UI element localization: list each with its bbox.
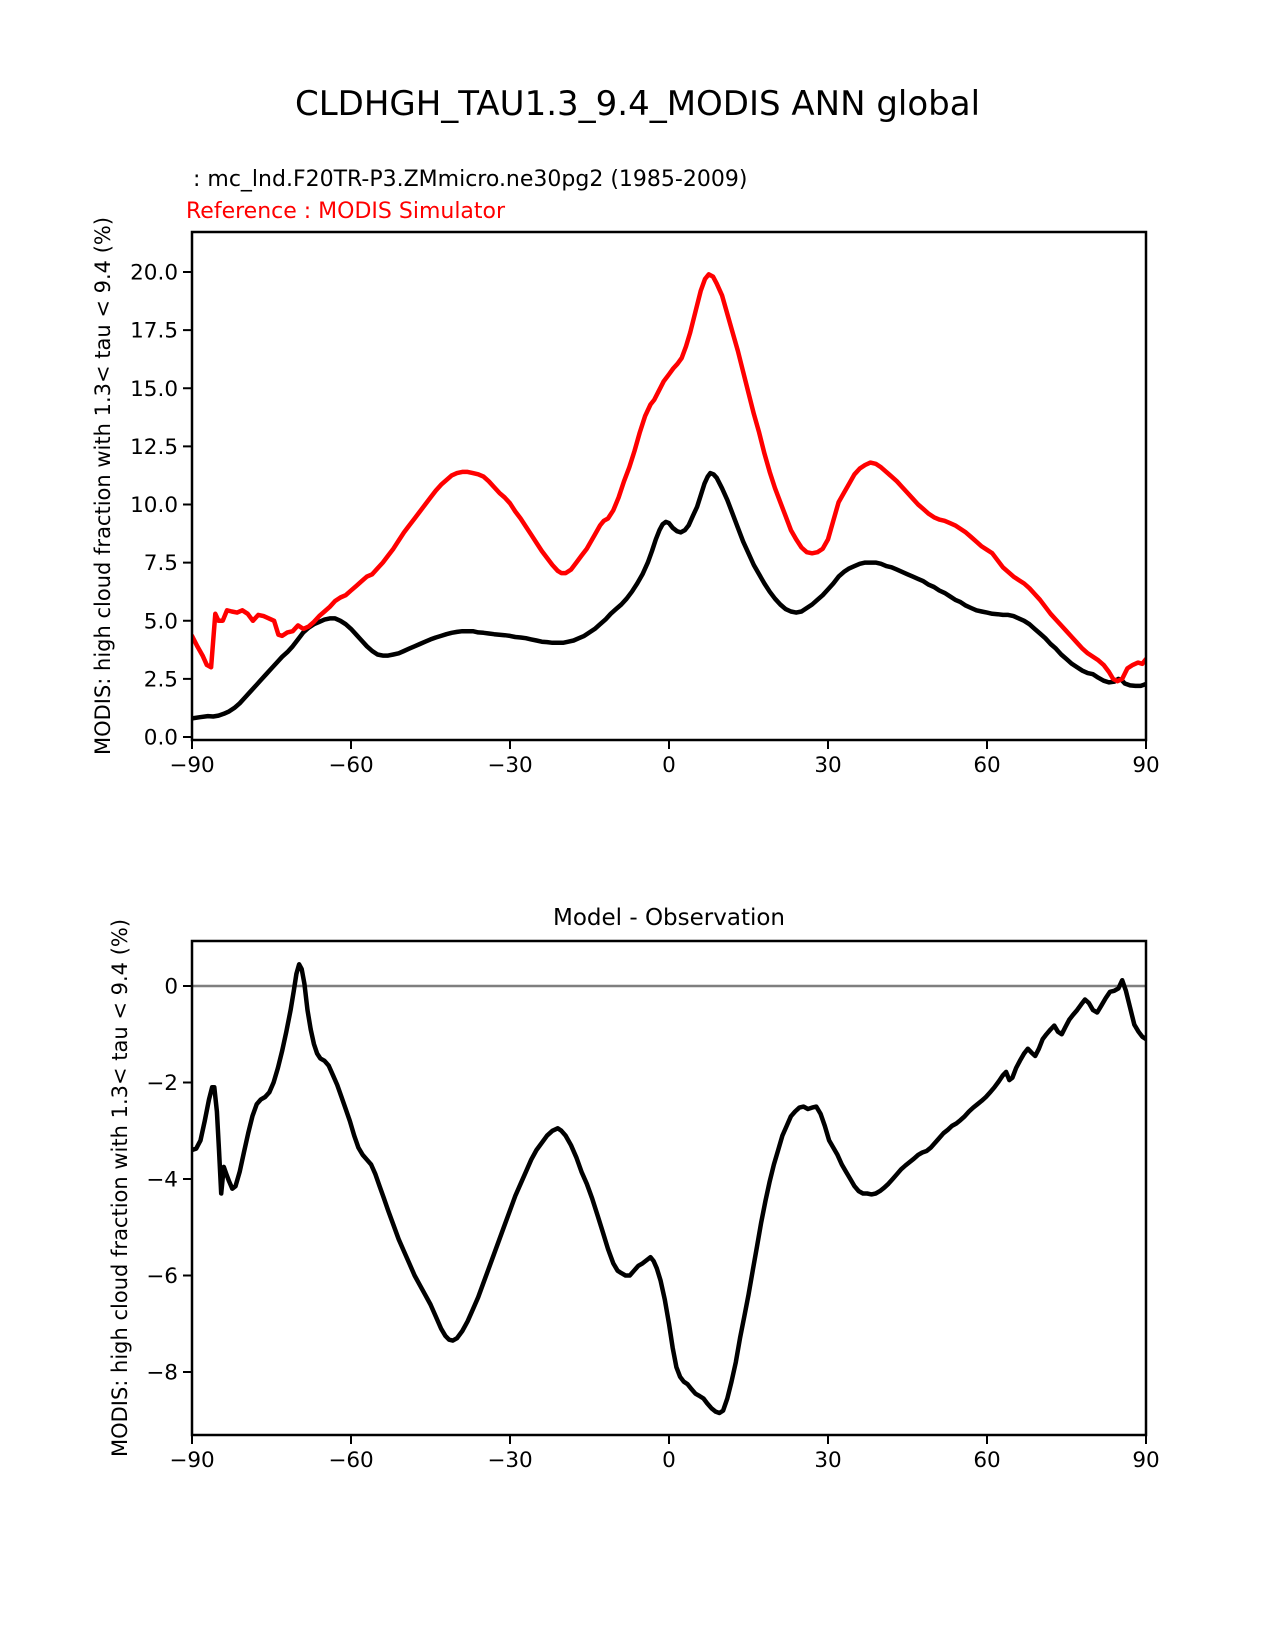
y-tick-label: −2 xyxy=(146,1071,178,1097)
x-tick-label: −60 xyxy=(328,1448,374,1473)
x-tick-label: 0 xyxy=(662,753,676,778)
x-tick-label: −90 xyxy=(169,753,215,778)
y-tick-label: 2.5 xyxy=(143,667,178,693)
bot-axes xyxy=(146,941,1159,1473)
reference-caption: Reference : MODIS Simulator xyxy=(186,199,506,224)
y-tick-label: −4 xyxy=(146,1167,178,1193)
top-series-0-line xyxy=(192,473,1146,718)
y-tick-label: 15.0 xyxy=(130,376,178,402)
y-tick-label: −6 xyxy=(146,1264,178,1290)
x-tick-label: 60 xyxy=(973,1448,1001,1473)
x-tick-label: 30 xyxy=(814,753,842,778)
y-tick-label: 10.0 xyxy=(130,493,178,519)
y-tick-label: 0.0 xyxy=(143,725,178,751)
x-tick-label: 30 xyxy=(814,1448,842,1473)
y-tick-label: 20.0 xyxy=(130,260,178,286)
x-tick-label: 60 xyxy=(973,753,1001,778)
bottom-chart-title: Model - Observation xyxy=(552,905,786,931)
y-tick-label: 7.5 xyxy=(143,551,178,577)
y-tick-label: 5.0 xyxy=(143,609,178,635)
y-tick-label: −8 xyxy=(146,1360,178,1386)
y-tick-label: 12.5 xyxy=(130,434,178,460)
page-title: CLDHGH_TAU1.3_9.4_MODIS ANN global xyxy=(294,84,981,124)
x-tick-label: −30 xyxy=(487,1448,533,1473)
x-tick-label: −90 xyxy=(169,1448,215,1473)
bot-plot-border xyxy=(192,941,1146,1435)
x-tick-label: −60 xyxy=(328,753,374,778)
y-tick-label: 0 xyxy=(164,974,178,1000)
top-axes xyxy=(130,232,1160,778)
bot-series-0-line xyxy=(192,964,1146,1413)
x-tick-label: −30 xyxy=(487,753,533,778)
bottom-y-axis-label: MODIS: high cloud fraction with 1.3< tau < 9.4 (%) xyxy=(108,918,132,1458)
x-tick-label: 0 xyxy=(662,1448,676,1473)
top-plot-border xyxy=(192,232,1146,740)
top-y-axis-label: MODIS: high cloud fraction with 1.3< tau < 9.4 (%) xyxy=(91,216,115,756)
model-caption: : mc_lnd.F20TR-P3.ZMmicro.ne30pg2 (1985-2009) xyxy=(186,167,748,192)
x-tick-label: 90 xyxy=(1132,753,1160,778)
y-tick-label: 17.5 xyxy=(130,318,178,344)
x-tick-label: 90 xyxy=(1132,1448,1160,1473)
